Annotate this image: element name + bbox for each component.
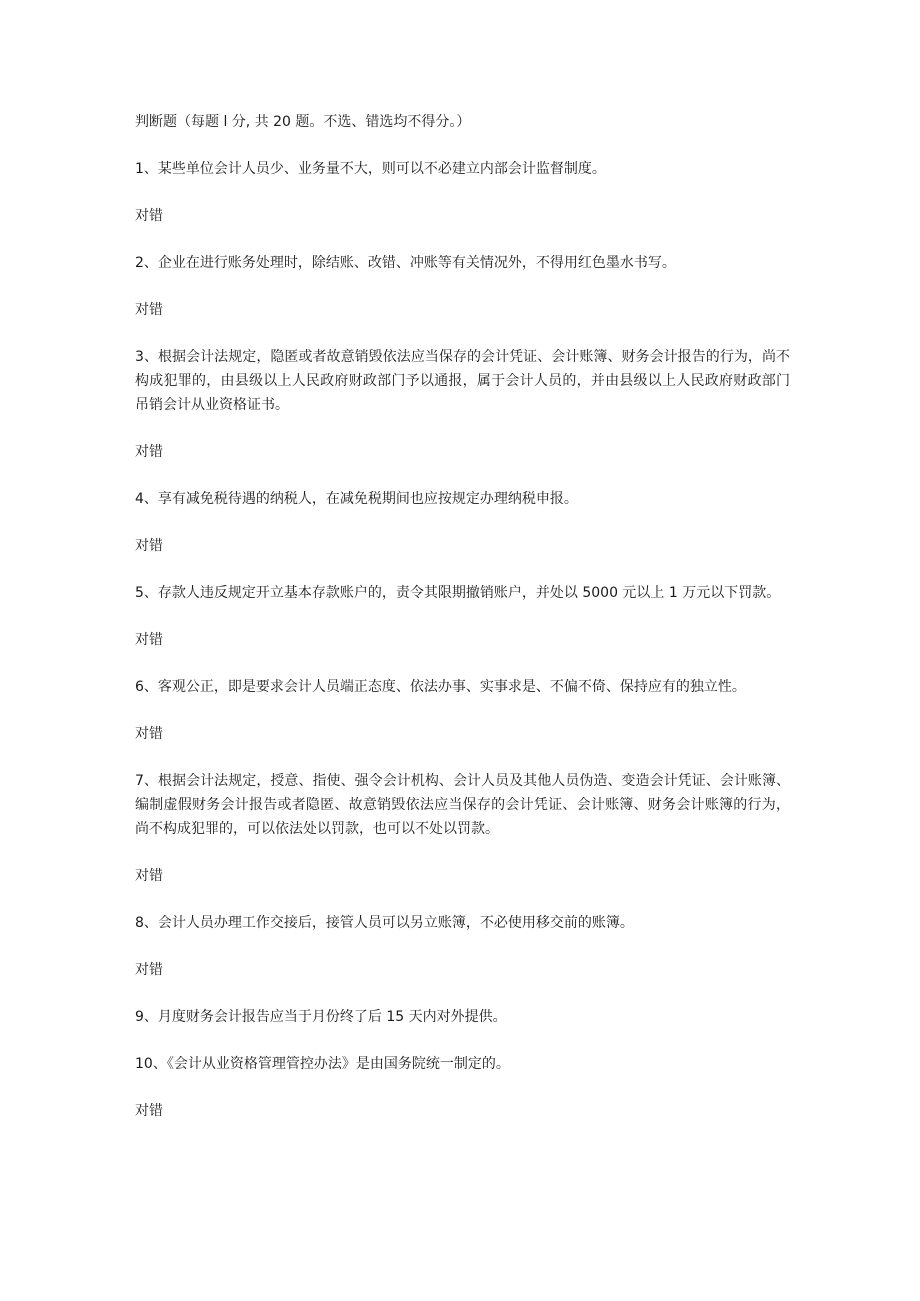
question-text: 6、客观公正，即是要求会计人员端正态度、依法办事、实事求是、不偏不倚、保持应有的独立性。 [135, 679, 746, 695]
question-text: 2、企业在进行账务处理时，除结账、改错、冲账等有关情况外，不得用红色墨水书写。 [135, 255, 676, 271]
question-text: 10、《会计从业资格管理管控办法》是由国务院统一制定的。 [135, 1056, 510, 1072]
question-3 [135, 345, 790, 464]
question-text: 7、根据会计法规定，授意、指使、强令会计机构、会计人员及其他人员伪造、变造会计凭证、会计账簿、编制虚假财务会计报告或者隐匿、故意销毁依法应当保存的会计凭证、会计账簿、财务会计账簿的行为，尚不构成犯罪的，可以依法处以罚款，也可以不处以罚款。 [135, 773, 790, 837]
question-1 [135, 157, 790, 228]
question-text: 5、存款人违反规定开立基本存款账户的，责令其限期撤销账户，并处以 5000 元以上 1 万元以下罚款。 [135, 585, 781, 601]
question-6 [135, 675, 790, 746]
answer-options: 对错 [135, 868, 163, 884]
question-text: 1、某些单位会计人员少、业务量不大，则可以不必建立内部会计监督制度。 [135, 161, 606, 177]
question-text: 4、享有减免税待遇的纳税人，在减免税期间也应按规定办理纳税申报。 [135, 491, 578, 507]
answer-options: 对错 [135, 1103, 163, 1119]
question-8 [135, 911, 790, 982]
answer-options: 对错 [135, 538, 163, 554]
question-2 [135, 251, 790, 322]
answer-options: 对错 [135, 726, 163, 742]
answer-options: 对错 [135, 632, 163, 648]
question-text: 3、根据会计法规定，隐匿或者故意销毁依法应当保存的会计凭证、会计账簿、财务会计报告的行为，尚不构成犯罪的，由县级以上人民政府财政部门予以通报，属于会计人员的，并由县级以上人民政府财政部门吊销会计从业资格证书。 [135, 349, 790, 413]
answer-options: 对错 [135, 208, 163, 224]
section-heading: 判断题（每题 l 分, 共 20 题。不选、错选均不得分。） [135, 114, 471, 130]
question-5 [135, 581, 790, 652]
answer-options: 对错 [135, 444, 163, 460]
answer-options: 对错 [135, 962, 163, 978]
question-text: 8、会计人员办理工作交接后，接管人员可以另立账簿，不必使用移交前的账簿。 [135, 915, 634, 931]
question-10 [135, 1052, 790, 1123]
document-page [135, 110, 790, 1146]
question-9 [135, 1005, 790, 1029]
question-7 [135, 769, 790, 888]
question-text: 9、月度财务会计报告应当于月份终了后 15 天内对外提供。 [135, 1009, 507, 1025]
answer-options: 对错 [135, 302, 163, 318]
question-4 [135, 487, 790, 558]
